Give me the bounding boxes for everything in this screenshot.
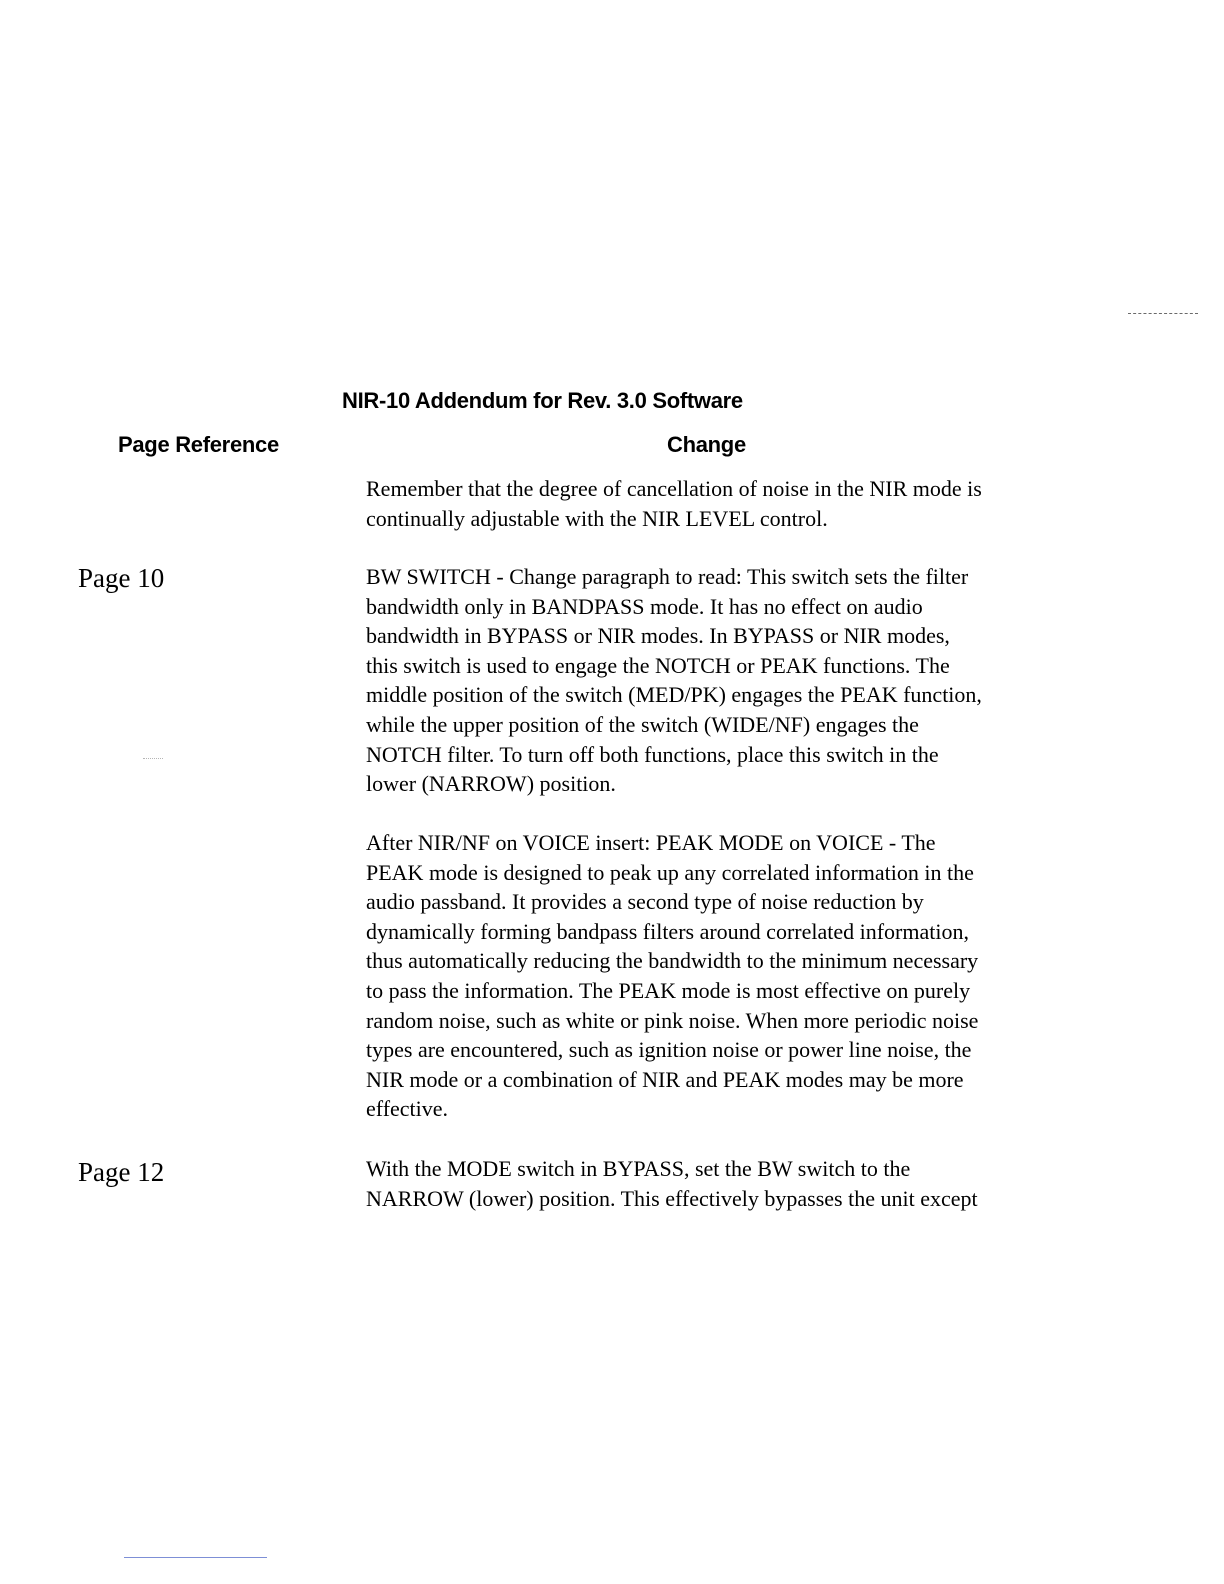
scan-mark-bottom <box>124 1557 267 1558</box>
text-line: while the upper position of the switch (WIDE/NF) engages the <box>366 711 919 737</box>
change-paragraph-peak-mode <box>366 828 1066 1124</box>
page-reference-12: Page 12 <box>78 1157 165 1187</box>
text-line: continually adjustable with the NIR LEVEL control. <box>366 505 828 531</box>
page-reference-10: Page 10 <box>78 563 165 593</box>
text-line: BW SWITCH - Change paragraph to read: This switch sets the filter <box>366 564 969 589</box>
text-line: lower (NARROW) position. <box>366 771 616 797</box>
text-line: effective. <box>366 1096 449 1122</box>
text-line: NOTCH filter. To turn off both functions, place this switch in the <box>366 741 939 767</box>
text-line: NIR mode or a combination of NIR and PEAK modes may be more <box>366 1066 964 1092</box>
change-paragraph-bypass <box>366 1154 1066 1213</box>
text-line: With the MODE switch in BYPASS, set the BW switch to the <box>366 1156 911 1181</box>
text-line: After NIR/NF on VOICE insert: PEAK MODE on VOICE - The <box>366 830 936 855</box>
text-line: thus automatically reducing the bandwidth to the minimum necessary <box>366 948 979 974</box>
column-header-change: Change <box>667 432 746 457</box>
text-line: middle position of the switch (MED/PK) engages the PEAK function, <box>366 682 982 708</box>
column-header-page-reference: Page Reference <box>118 432 279 457</box>
text-line: random noise, such as white or pink noise. When more periodic noise <box>366 1007 979 1033</box>
text-line: to pass the information. The PEAK mode is most effective on purely <box>366 977 971 1003</box>
document-title: NIR-10 Addendum for Rev. 3.0 Software <box>342 388 743 413</box>
change-paragraph-nir-level <box>366 474 1066 533</box>
text-line: this switch is used to engage the NOTCH or PEAK functions. The <box>366 652 950 678</box>
text-line: bandwidth in BYPASS or NIR modes. In BYPASS or NIR modes, <box>366 623 950 649</box>
text-line: NARROW (lower) position. This effectively bypasses the unit except <box>366 1185 978 1211</box>
text-line: bandwidth only in BANDPASS mode. It has no effect on audio <box>366 593 923 619</box>
text-line: types are encountered, such as ignition noise or power line noise, the <box>366 1037 972 1063</box>
scan-speck <box>143 758 163 760</box>
text-line: PEAK mode is designed to peak up any correlated information in the <box>366 859 974 885</box>
text-line: audio passband. It provides a second type of noise reduction by <box>366 889 924 915</box>
text-line: dynamically forming bandpass filters around correlated information, <box>366 918 969 944</box>
text-line: Remember that the degree of cancellation of noise in the NIR mode is <box>366 476 982 501</box>
change-paragraph-bw-switch <box>366 562 1066 799</box>
scan-mark-top <box>1128 313 1198 314</box>
